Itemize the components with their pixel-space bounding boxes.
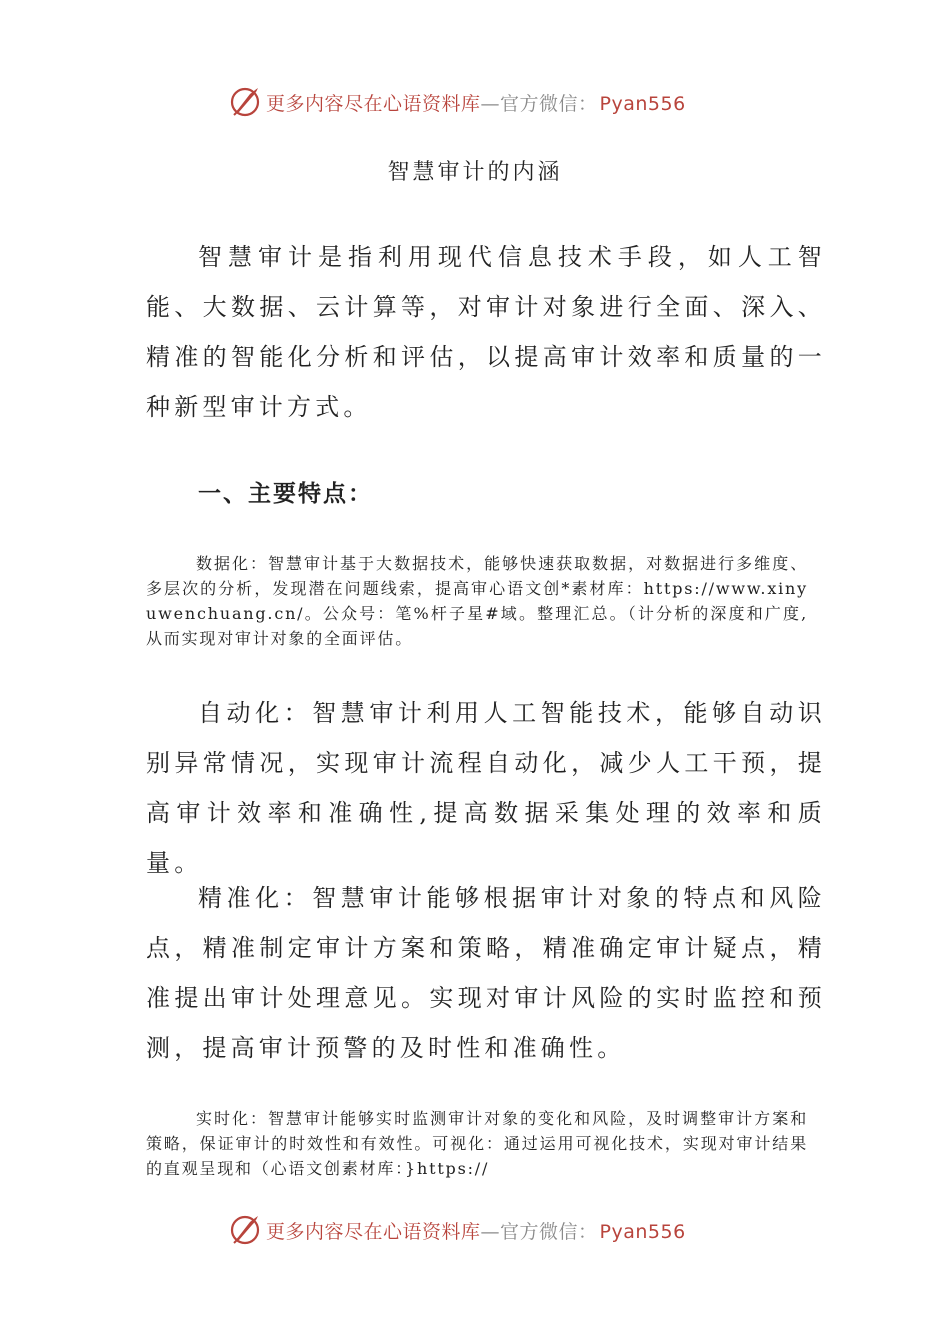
section-heading: 一、主要特点： bbox=[198, 480, 373, 507]
banner-wechat-id: Pyan556 bbox=[599, 1220, 686, 1243]
banner-text bbox=[266, 1217, 686, 1244]
header-banner bbox=[228, 82, 748, 122]
intro-paragraph: 智慧审计是指利用现代信息技术手段，如人工智能、大数据、云计算等，对审计对象进行全面、深入、精准的智能化分析和评估，以提高审计效率和质量的一种新型审计方式。 bbox=[146, 243, 826, 421]
quill-pen-logo-icon bbox=[228, 85, 262, 119]
banner-wechat-id: Pyan556 bbox=[599, 92, 686, 115]
banner-text bbox=[266, 89, 686, 116]
banner-wechat-label: —官方微信： bbox=[480, 92, 598, 115]
realtime-paragraph: 实时化：智慧审计能够实时监测审计对象的变化和风险，及时调整审计方案和策略，保证审计的时效性和有效性。可视化：通过运用可视化技术，实现对审计结果的直观呈现和（心语文创素材库：}https:// bbox=[146, 1109, 808, 1178]
banner-brand: 更多内容尽在心语资料库 bbox=[266, 1220, 481, 1243]
banner-brand: 更多内容尽在心语资料库 bbox=[266, 92, 481, 115]
quill-pen-logo-icon bbox=[228, 1213, 262, 1247]
automation-paragraph: 自动化：智慧审计利用人工智能技术，能够自动识别异常情况，实现审计流程自动化，减少人工干预，提高审计效率和准确性,提高数据采集处理的效率和质量。 bbox=[146, 699, 826, 877]
footer-banner bbox=[228, 1210, 748, 1250]
banner-wechat-label: —官方微信： bbox=[480, 1220, 598, 1243]
precision-paragraph: 精准化：智慧审计能够根据审计对象的特点和风险点，精准制定审计方案和策略，精准确定审计疑点，精准提出审计处理意见。实现对审计风险的实时监控和预测，提高审计预警的及时性和准确性。 bbox=[146, 884, 826, 1062]
data-paragraph: 数据化：智慧审计基于大数据技术，能够快速获取数据，对数据进行多维度、多层次的分析，发现潜在问题线索，提高审心语文创*素材库：https://www.xinyuwenchuang.cn/。公众号：笔%杆子星#域。整理汇总。（计分析的深度和广度,从而实现对审计对象的全面评估。 bbox=[146, 554, 808, 648]
document-title: 智慧审计的内涵 bbox=[387, 160, 563, 185]
